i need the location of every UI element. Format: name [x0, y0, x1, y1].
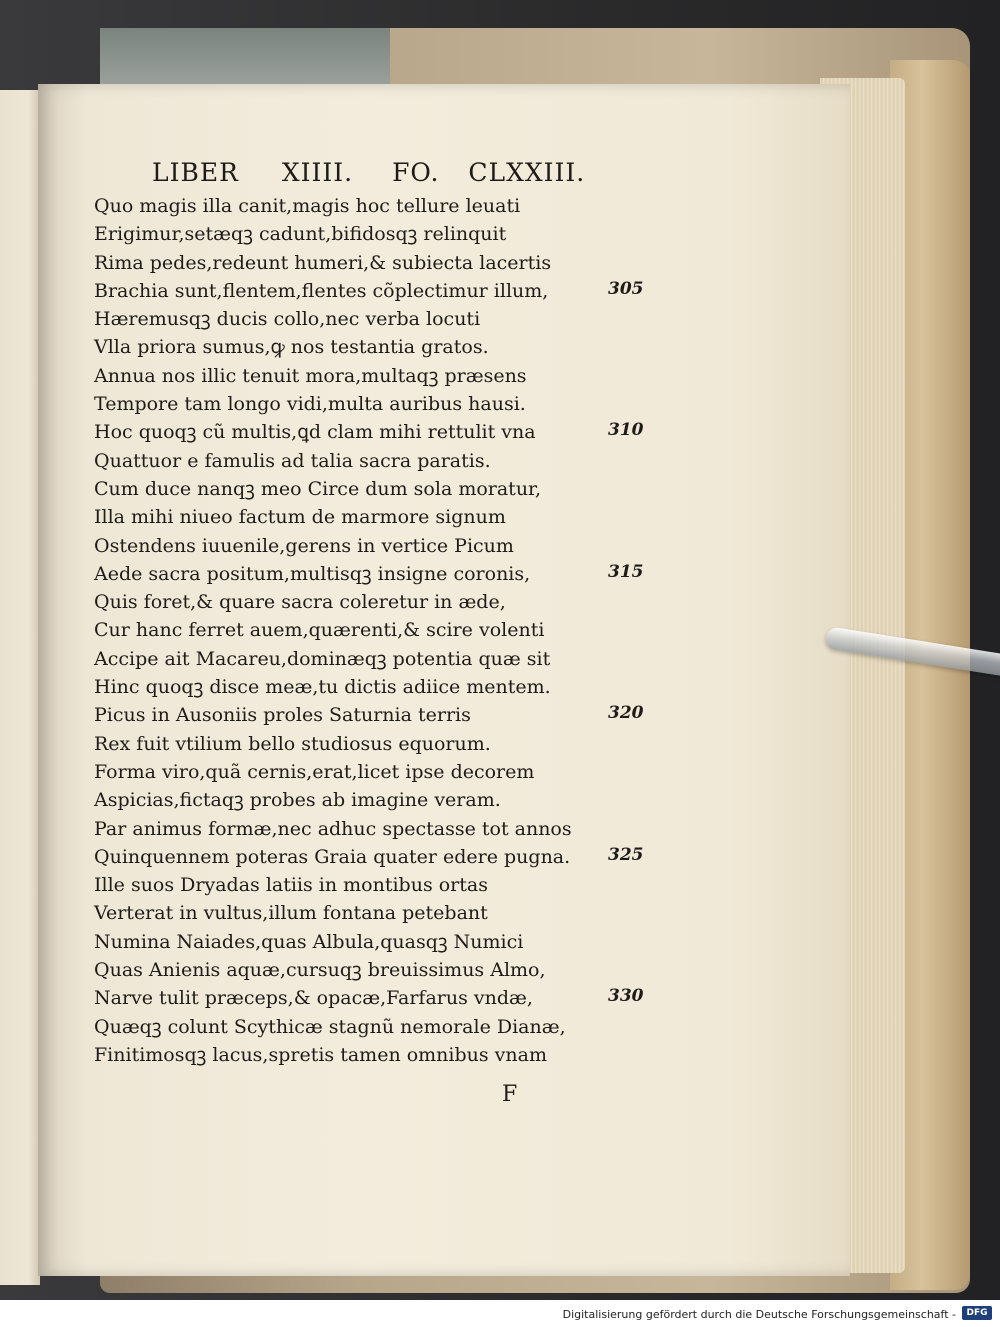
verse-line: Forma viro,quã cernis,erat,licet ipse decorem [94, 760, 535, 783]
signature-mark: F [502, 1082, 518, 1107]
header-word-folio-number: CLXXIII. [468, 158, 586, 187]
header-word-folio: FO. [392, 158, 440, 187]
verse-line: Numina Naiades,quas Albula,quasqꝫ Numici [94, 930, 524, 953]
verse-line: Quas Anienis aquæ,cursuqꝫ breuissimus Almo, [94, 959, 546, 982]
verse-line: Quinquennem poteras Graia quater edere pugna. [94, 845, 571, 868]
verse-line: Narve tulit præceps,& opacæ,Farfarus vndæ, [94, 987, 533, 1010]
left-page-edge [0, 90, 40, 1285]
verse-line: Ille suos Dryadas latiis in montibus ortas [94, 874, 488, 897]
verse-line: Illa mihi niueo factum de marmore signum [94, 506, 506, 529]
verse-line: Annua nos illic tenuit mora,multaqꝫ præsens [94, 364, 527, 387]
verse-line: Aspicias,fictaqꝫ probes ab imagine veram. [94, 789, 501, 812]
verse-line: Hinc quoqꝫ disce meæ,tu dictis adiice mentem. [94, 676, 551, 699]
header-word-book-number: XIIII. [281, 158, 354, 187]
verse-line: Verterat in vultus,illum fontana petebant [94, 902, 488, 925]
line-number: 315 [608, 561, 644, 582]
verse-line: Vlla priora sumus,ꝙ nos testantia gratos. [94, 336, 489, 359]
line-number: 330 [608, 986, 644, 1007]
verse-line: Accipe ait Macareu,dominæqꝫ potentia quæ sit [94, 647, 551, 670]
running-header [152, 158, 585, 187]
verse-line: Cur hanc ferret auem,quærenti,& scire volenti [94, 619, 545, 642]
verse-line: Cum duce nanqꝫ meo Circe dum sola moratur, [94, 477, 542, 500]
verse-line: Erigimur,setæqꝫ cadunt,bifidosqꝫ relinquit [94, 223, 507, 246]
header-word-liber: LIBER [152, 158, 239, 187]
dfg-logo-icon: DFG [962, 1306, 992, 1320]
verse-line: Hæremusqꝫ ducis collo,nec verba locuti [94, 308, 481, 331]
verse-line: Quæqꝫ colunt Scythicæ stagnũ nemorale Dianæ, [94, 1015, 566, 1038]
footer-credit: Digitalisierung gefördert durch die Deutsche Forschungsgemeinschaft - [562, 1308, 956, 1321]
verse-line: Rex fuit vtilium bello studiosus equorum. [94, 732, 491, 755]
verse-line: Hoc quoqꝫ cũ multis,ꝗd clam mihi rettulit vna [94, 421, 536, 444]
verse-line: Aede sacra positum,multisqꝫ insigne coronis, [94, 562, 531, 585]
verse-line: Finitimosqꝫ lacus,spretis tamen omnibus vnam [94, 1043, 547, 1066]
line-number: 305 [608, 278, 644, 299]
verse-line: Picus in Ausoniis proles Saturnia terris [94, 704, 471, 727]
verse-line: Rima pedes,redeunt humeri,& subiecta lacertis [94, 251, 552, 274]
line-number: 310 [608, 420, 644, 441]
verse-line: Ostendens iuuenile,gerens in vertice Picum [94, 534, 514, 557]
verse-line: Tempore tam longo vidi,multa auribus hausi. [94, 393, 526, 416]
verse-line: Quattuor e famulis ad talia sacra paratis. [94, 449, 491, 472]
verse-line: Quis foret,& quare sacra coleretur in æde, [94, 591, 506, 614]
line-number: 325 [608, 844, 644, 865]
line-number: 320 [608, 703, 644, 724]
verse-line: Brachia sunt,flentem,flentes cõplectimur illum, [94, 279, 549, 302]
verse-block [94, 192, 734, 1069]
verse-line: Par animus formæ,nec adhuc spectasse tot annos [94, 817, 572, 840]
verse-line: Quo magis illa canit,magis hoc tellure leuati [94, 195, 521, 217]
footer-bar [0, 1300, 1000, 1327]
